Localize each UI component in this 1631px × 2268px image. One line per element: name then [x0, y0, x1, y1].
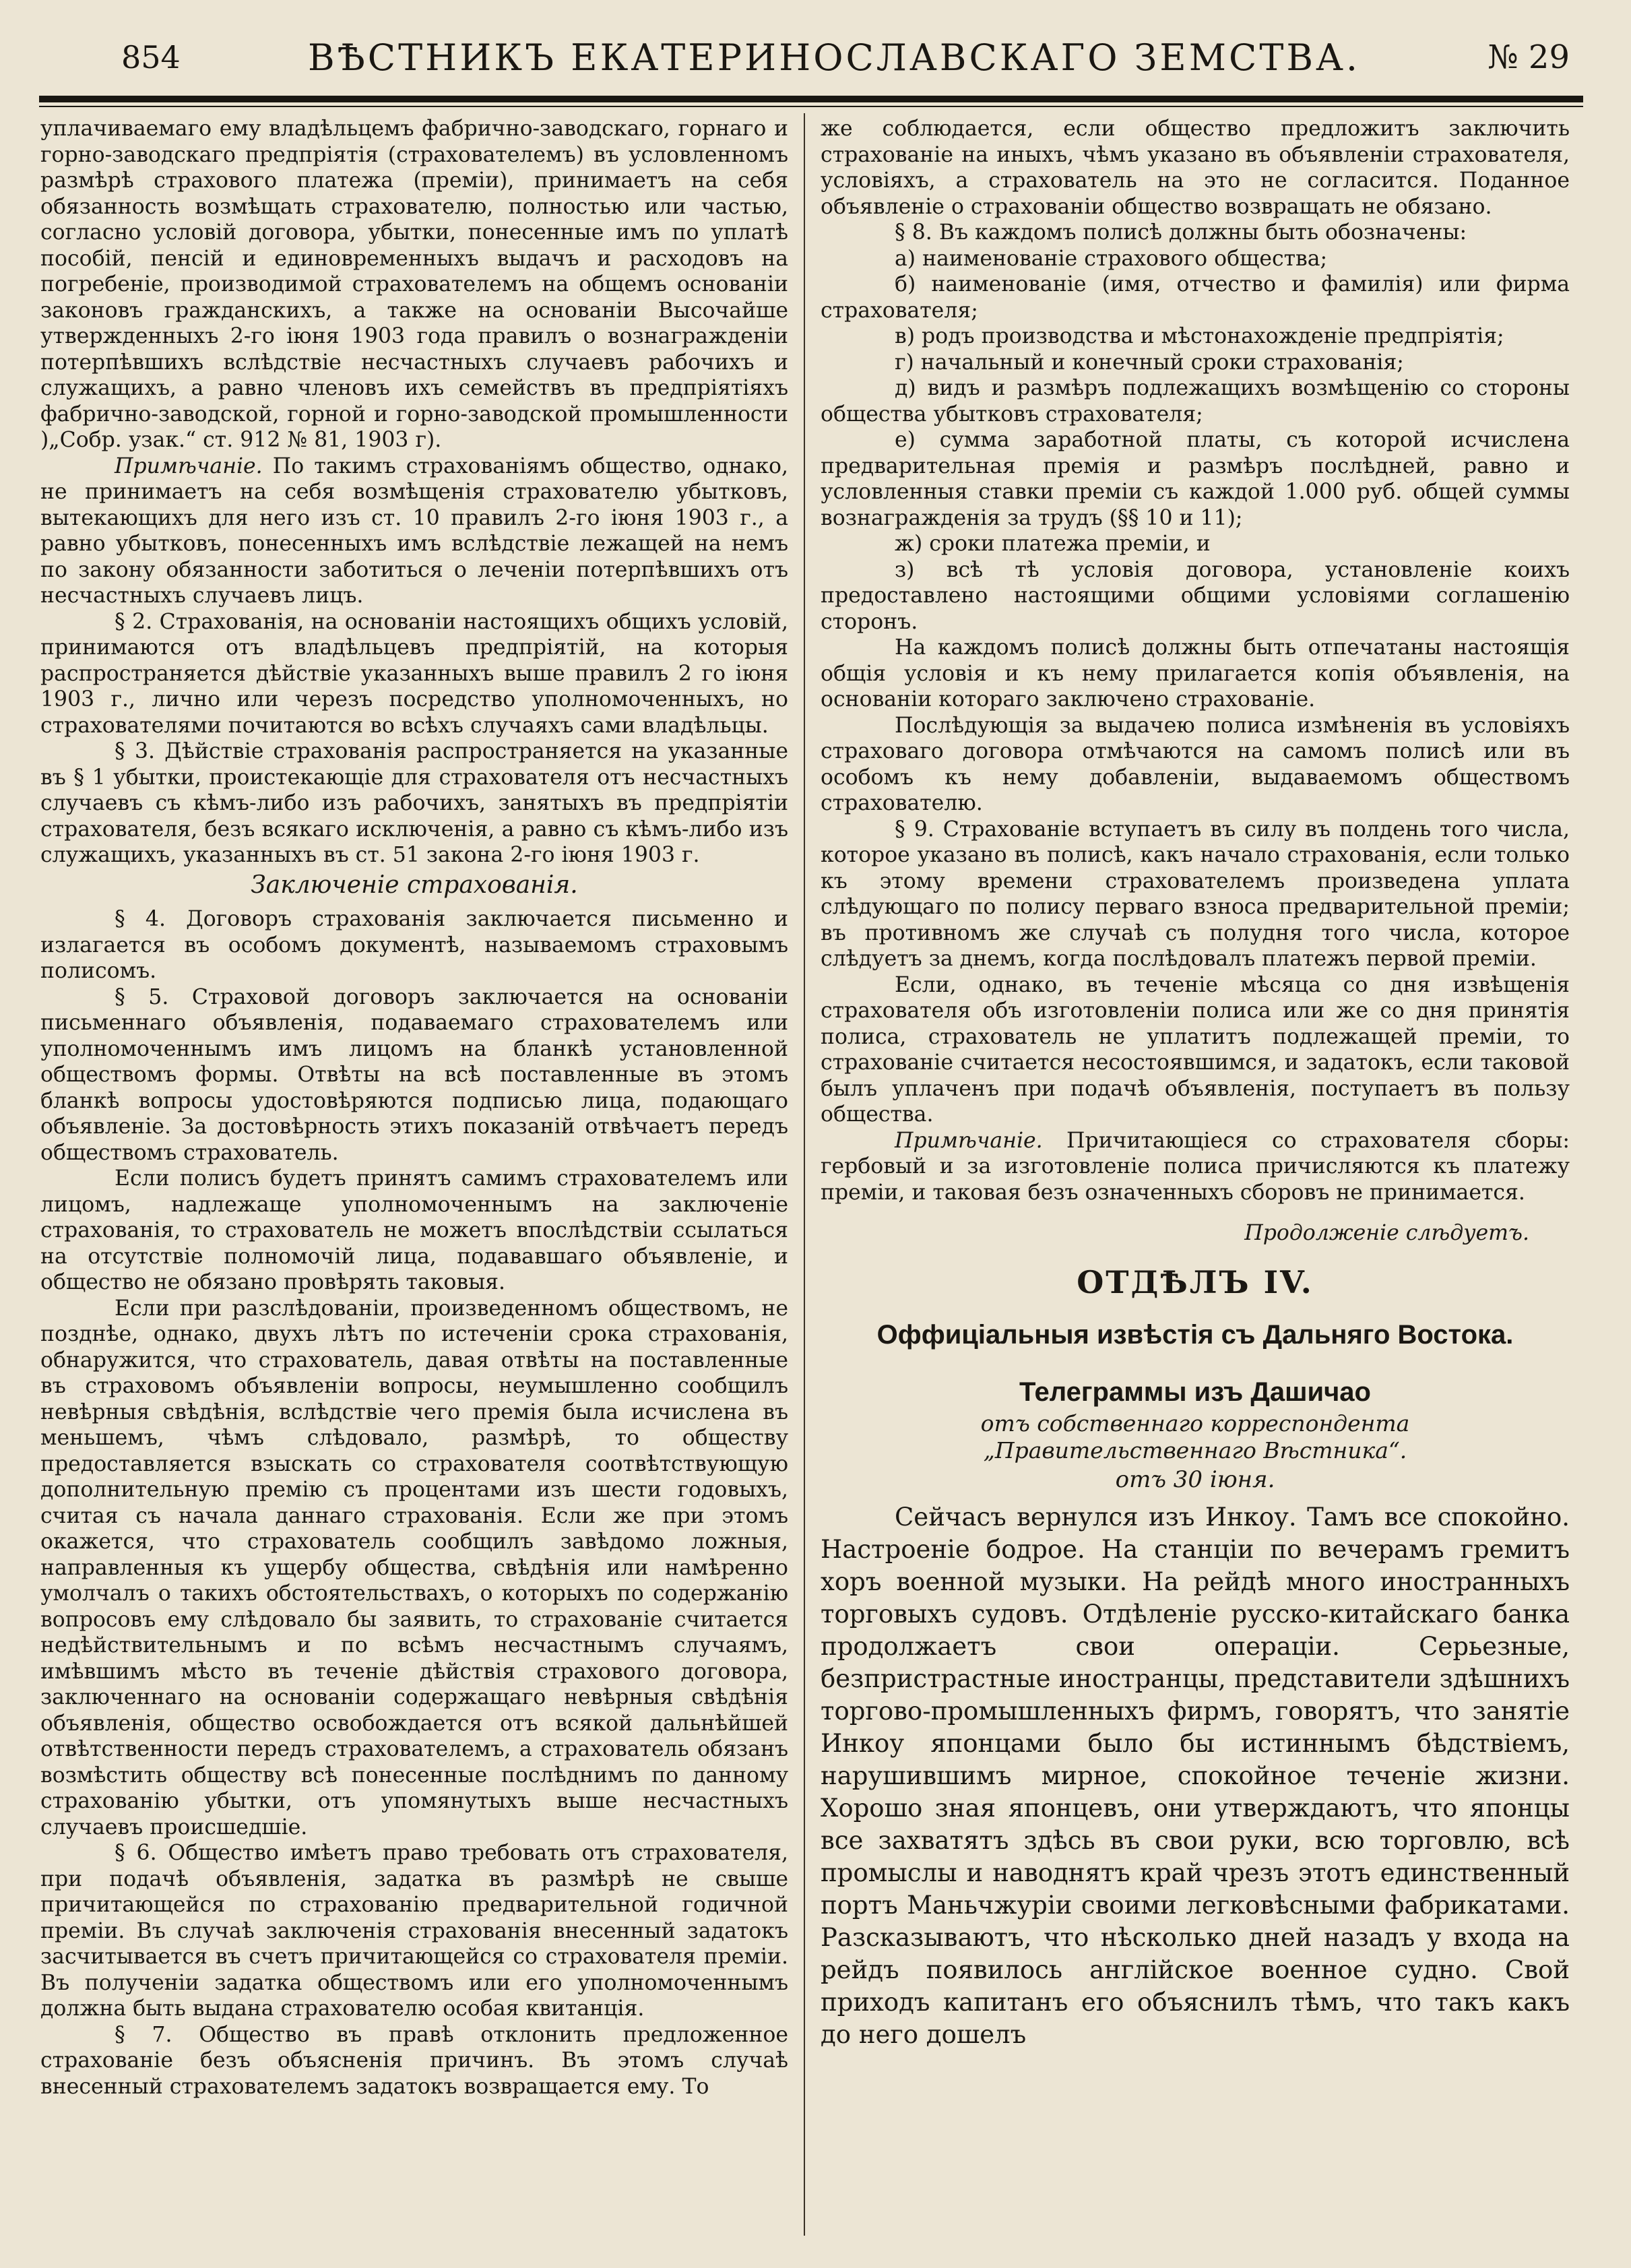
paragraph: Если полисъ будетъ принятъ самимъ страхователемъ или лицомъ, надлежаще уполномоченнымъ на заключеніе страхованія, то страхователь не можетъ впослѣдствіи ссылаться на отсутствіе полномочій лица, подававшаго объявленіе, и общество не обязано провѣрять таковыя. [40, 1166, 788, 1294]
list-item: г) начальный и конечный сроки страхованія; [895, 350, 1404, 375]
paragraph: § 6. Общество имѣетъ право требовать отъ страхователя, при подачѣ объявленія, задатка въ размѣрѣ не свыше причитающейся по страхованію предварительной годичной преміи. Въ случаѣ заключенія страхованія внесенный задатокъ засчитывается въ счетъ причитающейся со страхователя преміи. Въ полученіи задатка обществомъ или его уполномоченнымъ должна быть выдана страхователю особая квитанція. [40, 1841, 788, 2021]
paragraph: § 4. Договоръ страхованія заключается письменно и излагается въ особомъ документѣ, называемомъ страховымъ полисомъ. [40, 907, 788, 983]
list-item: ж) сроки платежа преміи, и [895, 532, 1211, 556]
section-title: ОТДѢЛЪ IV. [1077, 1263, 1314, 1300]
header-rule-thick [39, 96, 1583, 102]
continued-note: Продолженіе слѣдуетъ. [1244, 1221, 1529, 1245]
journal-title: ВѢСТНИКЪ ЕКАТЕРИНОСЛАВСКАГО ЗЕМСТВА. [307, 36, 1361, 79]
left-column [40, 116, 788, 2100]
paragraph: Послѣдующія за выдачею полиса измѣненія въ условіяхъ страховаго договора отмѣчаются на самомъ полисѣ или въ особомъ къ нему добавленіи, выдаваемомъ обществомъ страхователю. [821, 713, 1570, 815]
paragraph: § 9. Страхованіе вступаетъ въ силу въ полдень того числа, которое указано въ полисѣ, какъ начало страхованія, если только къ этому времени страхователемъ произведена уплата слѣдующаго по полису перваго взноса предварительной преміи; въ противномъ же случаѣ съ полудня того числа, которое слѣдуетъ за днемъ, когда послѣдовалъ платежъ первой преміи. [821, 817, 1570, 971]
paragraph: § 3. Дѣйствіе страхованія распространяется на указанные въ § 1 убытки, проистекающіе для страхователя отъ несчастныхъ случаевъ съ кѣмъ-либо изъ рабочихъ, занятыхъ въ предпріятіи страхователя, безъ всякаго исключенія, а равно съ кѣмъ-либо изъ служащихъ, указанныхъ въ ст. 51 закона 2-го іюня 1903 г. [40, 739, 788, 867]
paragraph-note [821, 1128, 1570, 1206]
paragraph: же соблюдается, если общество предложитъ заключить страхованіе на иныхъ, чѣмъ указано въ объявленіи страхователя, условіяхъ, а страхователь на это не согласится. Поданное объявленіе о страхованіи общество возвращать не обязано. [821, 117, 1570, 219]
paragraph: § 8. Въ каждомъ полисѣ должны быть обозначены: [895, 220, 1467, 245]
paragraph-note [40, 453, 788, 609]
note-text: По такимъ страхованіямъ общество, однако, не принимаетъ на себя возмѣщенія страхователю убытковъ, вытекающихъ для него изъ ст. 10 правилъ 2-го іюня 1903 г., а равно убытковъ, понесенныхъ имъ вслѣдствіе лежащей на немъ по закону обязанности заботиться о леченіи потерпѣвшихъ отъ несчастныхъ случаевъ лицъ. [40, 453, 788, 608]
right-column [821, 116, 1570, 2051]
paragraph: § 2. Страхованія, на основаніи настоящихъ общихъ условій, принимаются отъ владѣльцевъ предпріятій, на которыя распространяется дѣйствіе указанныхъ выше правилъ 2 го іюня 1903 г., лично или черезъ посредство уполномоченныхъ, но страхователями почитаются во всѣхъ случаяхъ сами владѣльцы. [40, 609, 788, 738]
list-item: в) родъ производства и мѣстонахожденіе предпріятія; [895, 324, 1504, 348]
telegram-text: Сейчасъ вернулся изъ Инкоу. Тамъ все спокойно. Настроеніе бодрое. На станціи по вечерамъ гремитъ хоръ военной музыки. На рейдѣ много иностранныхъ торговыхъ судовъ. Отдѣленіе русско-китайскаго банка продолжаетъ свои операціи. Серьезные, безпристрастные иностранцы, представители здѣшнихъ торгово-промышленныхъ фирмъ, говорятъ, что занятіе Инкоу японцами было бы истиннымъ бѣдствіемъ, нарушившимъ мирное, спокойное теченіе жизни. Хорошо зная японцевъ, они утверждаютъ, что японцы все захватятъ здѣсь въ свои руки, всю торговлю, всѣ промыслы и наводнятъ край чрезъ этотъ единственный портъ Маньчжуріи своими легковѣсными фабрикатами. Разсказываютъ, что нѣсколько дней назадъ у входа на рейдъ появилось англійское военное судно. Свой приходъ капитанъ его объяснилъ тѣмъ, что такъ какъ до него дошелъ [821, 1502, 1570, 2049]
column-divider [804, 113, 805, 2236]
page-number: 854 [121, 39, 181, 75]
list-item: а) наименованіе страхового общества; [895, 246, 1328, 271]
paragraph: § 7. Общество въ правѣ отклонить предложенное страхованіе безъ объясненія причинъ. Въ этомъ случаѣ внесенный страхователемъ задатокъ возвращается ему. То [40, 2022, 788, 2099]
paragraph: уплачиваемаго ему владѣльцемъ фабрично-заводскаго, горнаго и горно-заводскаго предпріятія (страхователемъ) въ условленномъ размѣрѣ страхового платежа (преміи), принимаетъ на себя обязанность возмѣщать страхователю, полностью или частью, согласно условій договора, убытки, понесенные имъ по уплатѣ пособій, пенсій и единовременныхъ выдачъ и расходовъ на погребеніе, производимой страхователемъ на общемъ основаніи законовъ гражданскихъ, а также на основаніи Высочайше утвержденныхъ 2-го іюня 1903 года правилъ о вознагражденіи потерпѣвшихъ вслѣдствіе несчастныхъ случаевъ рабочихъ и служащихъ, а равно членовъ ихъ семействъ въ предпріятіяхъ фабрично-заводской, горной и горно-заводской промышленности )„Собр. узак.“ ст. 912 № 81, 1903 г). [40, 117, 788, 452]
subheading: Заключеніе страхованія. [251, 871, 578, 899]
list-item: д) видъ и размѣръ подлежащихъ возмѣщенію со стороны общества убытковъ страхователя; [821, 376, 1570, 427]
paragraph: Если, однако, въ теченіе мѣсяца со дня извѣщенія страхователя объ изготовленіи полиса или же со дня принятія полиса, страхователь не уплатитъ подлежащей преміи, то страхованіе считается несостоявшимся, и задатокъ, если таковой былъ уплаченъ при подачѣ объявленія, поступаетъ въ пользу общества. [821, 972, 1570, 1127]
page-header [40, 20, 1590, 94]
issue-number: № 29 [1488, 38, 1570, 76]
list-item: з) всѣ тѣ условія договора, установленіе коихъ предоставлено настоящими общими условіями соглашенію сторонъ. [821, 557, 1570, 634]
note-label: Примѣчаніе. [895, 1128, 1043, 1153]
paragraph: Если при разслѣдованіи, произведенномъ обществомъ, не позднѣе, однако, двухъ лѣтъ по истеченіи срока страхованія, обнаружится, что страхователь, давая отвѣты на поставленные въ страховомъ объявленіи вопросы, неумышленно сообщилъ невѣрныя свѣдѣнія, вслѣдствіе чего премія была исчислена въ меньшемъ, чѣмъ слѣдовало, размѣрѣ, то обществу предоставляется взыскать со страхователя соотвѣтствующую дополнительную премію съ процентами изъ шести годовыхъ, считая съ начала даннаго страхованія. Если же при этомъ окажется, что страхователь сообщилъ завѣдомо ложныя, направленныя къ ущербу общества, свѣдѣнія или намѣренно умолчалъ о такихъ обстоятельствахъ, о которыхъ по содержанію вопросовъ ему слѣдовало бы заявить, то страхованіе считается недѣйствительнымъ и по всѣмъ несчастнымъ случаямъ, имѣвшимъ мѣсто въ теченіе дѣйствія страхового договора, заключеннаго на основаніи содержащаго невѣрныя свѣдѣнія объявленія, общество освобождается отъ всякой дальнѣйшей отвѣтственности передъ страхователемъ, а страхователь обязанъ возмѣстить обществу всѣ понесенные послѣднимъ по данному страхованію убытки, отъ упомянутыхъ выше несчастныхъ случаевъ происшедшіе. [40, 1296, 788, 1839]
header-rule-thin [39, 106, 1583, 107]
note-text: Причитающіеся со страхователя сборы: гербовый и за изготовленіе полиса причисляются къ платежу преміи, и таковая безъ означенныхъ сборовъ не принимается. [821, 1128, 1570, 1205]
list-item: е) сумма заработной платы, съ которой исчислена предварительная премія и размѣръ послѣдней, равно и условленныя ставки преміи съ каждой 1.000 руб. общей суммы вознагражденія за трудъ (§§ 10 и 11); [821, 428, 1570, 530]
section-subtitle: Оффиціальныя извѣстія съ Дальняго Востока. [876, 1320, 1514, 1350]
telegram-date: отъ 30 іюня. [1115, 1466, 1275, 1493]
note-label: Примѣчаніе. [115, 453, 263, 478]
paragraph: § 5. Страховой договоръ заключается на основаніи письменнаго объявленія, подаваемаго страхователемъ или уполномоченнымъ имъ лицомъ на бланкѣ установленной обществомъ формы. Отвѣты на всѣ поставленные въ этомъ бланкѣ вопросы удостовѣряются подписью лица, подающаго объявленіе. За достовѣрность этихъ показаній отвѣчаетъ передъ обществомъ страхователь. [40, 984, 788, 1165]
telegram-title: Телеграммы изъ Дашичао [1019, 1377, 1371, 1407]
list-item: б) наименованіе (имя, отчество и фамилія) или фирма страхователя; [821, 272, 1570, 323]
paragraph: На каждомъ полисѣ должны быть отпечатаны настоящія общія условія и къ нему прилагается копія объявленія, на основаніи котораго заключено страхованіе. [821, 635, 1570, 712]
telegram-source: отъ собственнаго корреспондента „Правительственнаго Вѣстника“. [980, 1410, 1410, 1463]
